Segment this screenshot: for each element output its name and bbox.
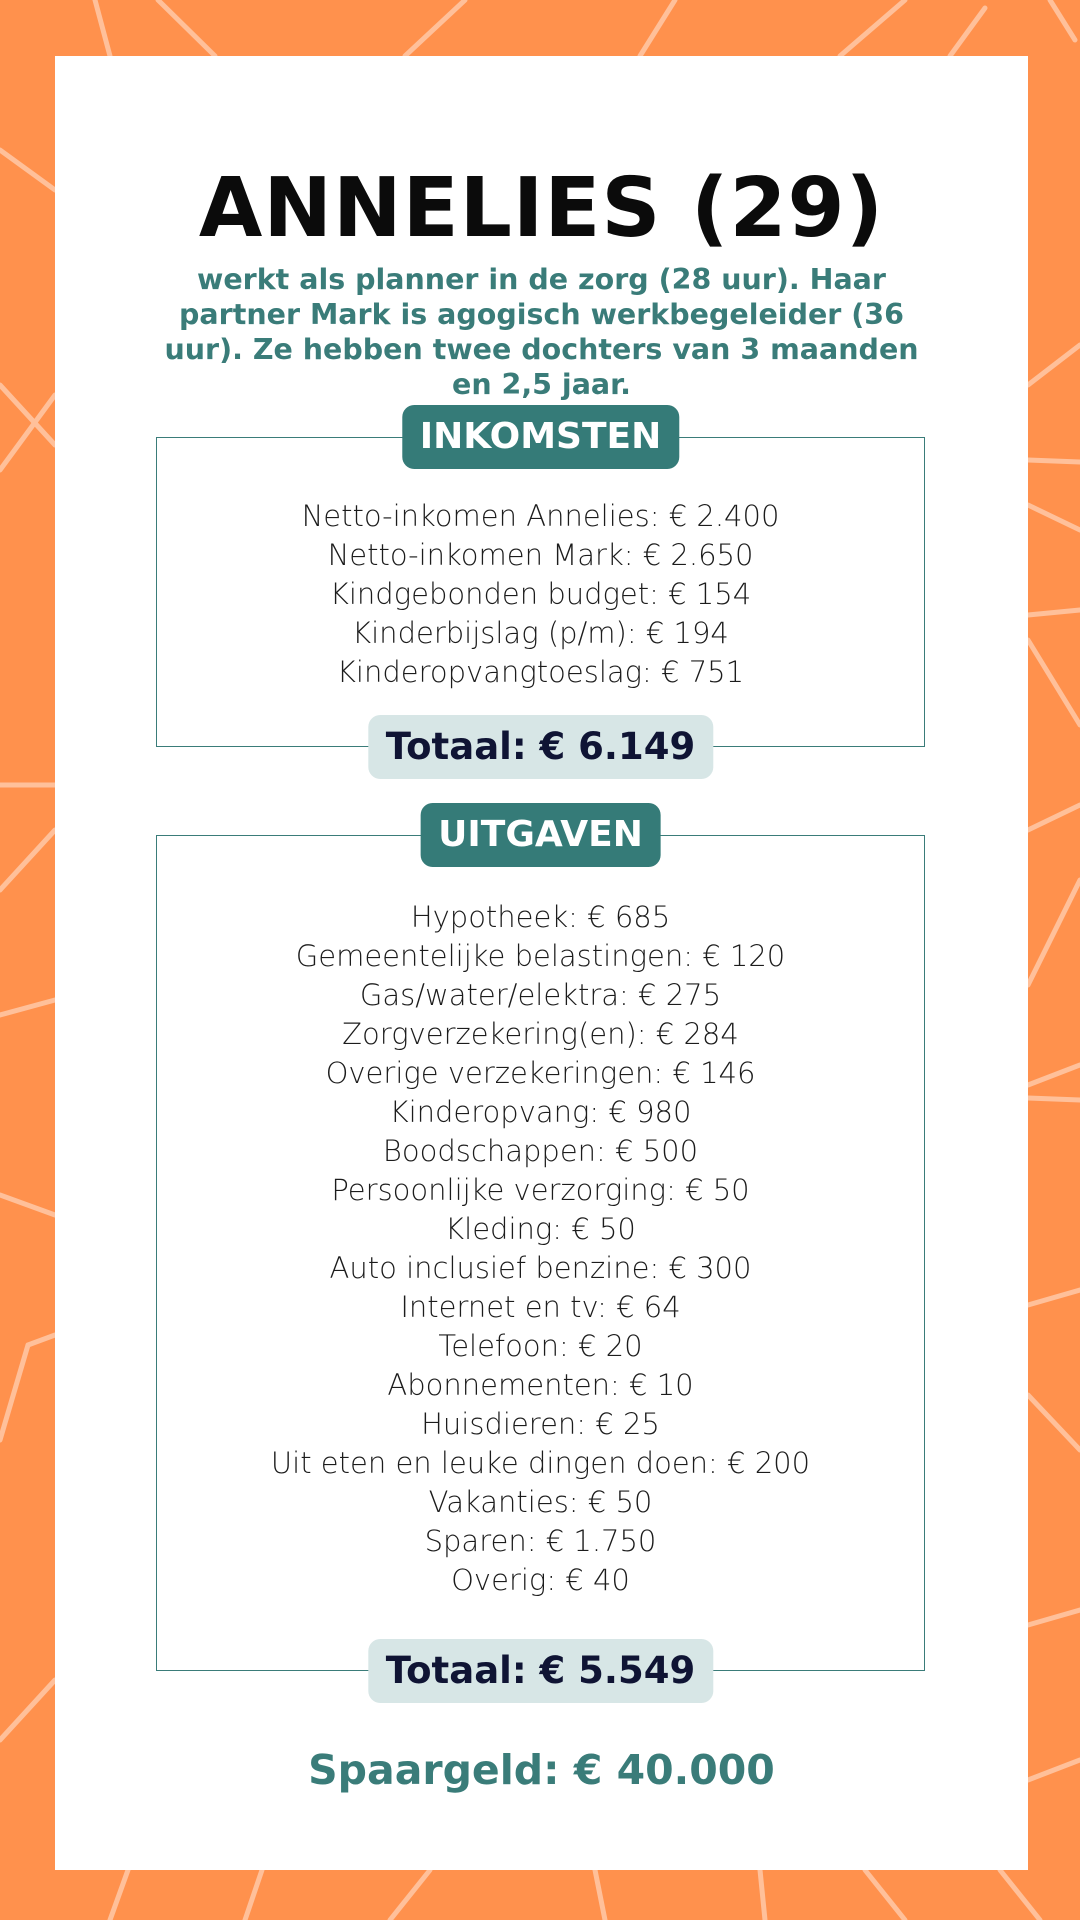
income-heading: INKOMSTEN: [402, 405, 679, 469]
expense-item: Internet en tv: € 64: [400, 1290, 681, 1324]
expenses-heading: UITGAVEN: [420, 803, 661, 867]
income-item: Kinderbijslag (p/m): € 194: [352, 616, 729, 650]
savings-amount: Spaargeld: € 40.000: [308, 1746, 775, 1794]
income-section: [156, 416, 925, 768]
expense-item: Kleding: € 50: [445, 1212, 636, 1246]
expense-item: Zorgverzekering(en): € 284: [342, 1017, 739, 1051]
page-title: ANNELIES (29): [198, 161, 885, 256]
expense-item: Kinderopvang: € 980: [389, 1095, 692, 1129]
expense-item: Gas/water/elektra: € 275: [359, 978, 722, 1012]
income-list: [157, 497, 924, 692]
expense-item: Hypotheek: € 685: [410, 900, 671, 934]
expense-item: Huisdieren: € 25: [421, 1407, 660, 1441]
income-item: Netto-inkomen Annelies: € 2.400: [301, 499, 780, 533]
expense-item: Sparen: € 1.750: [424, 1524, 657, 1558]
budget-card: [55, 56, 1028, 1870]
income-item: Netto-inkomen Mark: € 2.650: [327, 538, 754, 572]
expense-item: Uit eten en leuke dingen doen: € 200: [270, 1446, 811, 1480]
expense-item: Overig: € 40: [451, 1563, 630, 1597]
expenses-section: [156, 814, 925, 1692]
expense-item: Gemeentelijke belastingen: € 120: [295, 939, 786, 973]
expense-item: Vakanties: € 50: [428, 1485, 653, 1519]
income-item: Kindgebonden budget: € 154: [329, 577, 752, 611]
income-total: Totaal: € 6.149: [368, 715, 713, 779]
expense-item: Abonnementen: € 10: [387, 1368, 694, 1402]
expense-item: Auto inclusief benzine: € 300: [329, 1251, 752, 1285]
expenses-total: Totaal: € 5.549: [368, 1639, 713, 1703]
expense-item: Overige verzekeringen: € 146: [325, 1056, 756, 1090]
expense-item: Boodschappen: € 500: [382, 1134, 699, 1168]
expense-item: Persoonlijke verzorging: € 50: [331, 1173, 750, 1207]
person-description: werkt als planner in de zorg (28 uur). Haar partner Mark is agogisch werkbegeleider (36 uur). Ze hebben twee dochters van 3 maanden en 2,5 jaar.: [164, 263, 919, 401]
expense-item: Telefoon: € 20: [438, 1329, 643, 1363]
expenses-list: [157, 898, 924, 1600]
income-item: Kinderopvangtoeslag: € 751: [336, 655, 745, 689]
